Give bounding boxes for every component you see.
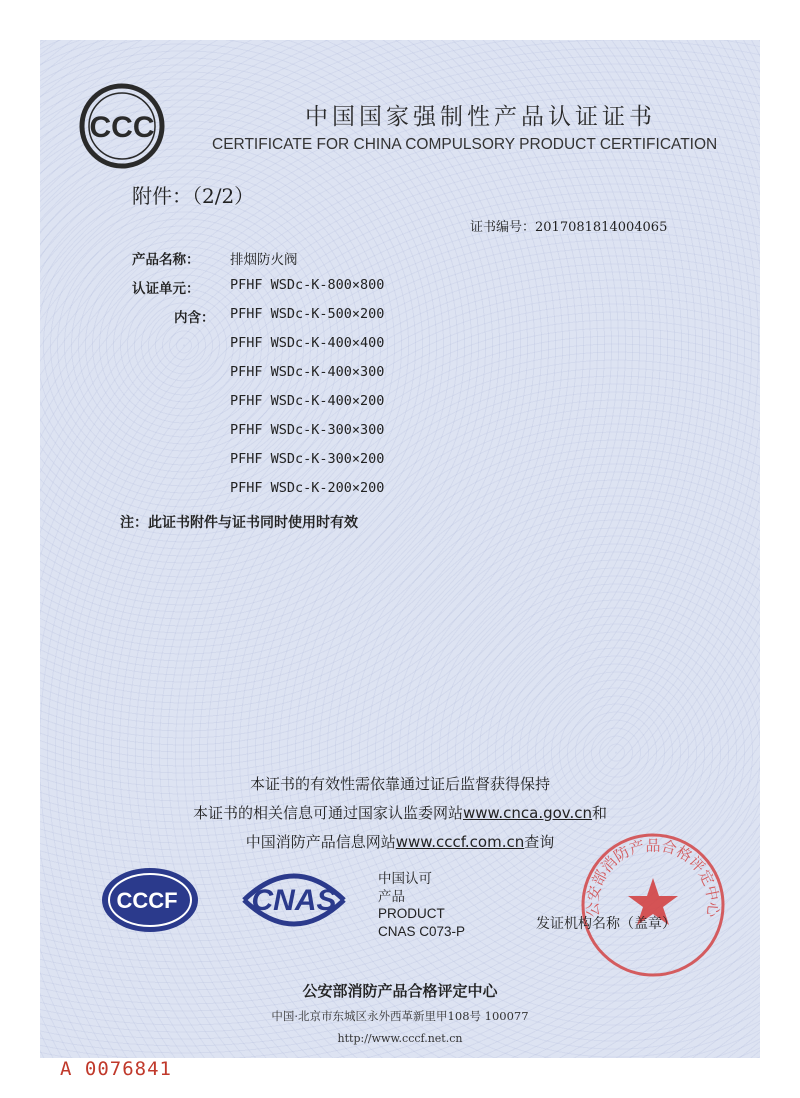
contains-item: PFHF WSDc-K-400×200 xyxy=(230,393,385,409)
cccf-logo-icon xyxy=(100,866,200,934)
validity-line-3-suffix: 查询 xyxy=(524,833,555,851)
cert-unit-value: PFHF WSDc-K-800×800 xyxy=(230,277,385,293)
issuer-label: 发证机构名称（盖章） xyxy=(536,916,676,932)
contains-item: PFHF WSDc-K-400×400 xyxy=(230,335,385,351)
organization-website[interactable]: http://www.cccf.net.cn xyxy=(337,1032,463,1045)
product-name-label: 产品名称： xyxy=(132,252,200,268)
contains-item: PFHF WSDc-K-200×200 xyxy=(230,480,385,496)
ccc-logo-text: CCC xyxy=(89,111,155,144)
validity-line-2 xyxy=(40,802,760,823)
product-name-value: 排烟防火阀 xyxy=(230,252,298,268)
organization-address: 中国·北京市东城区永外西革新里甲108号 100077 xyxy=(271,1009,529,1023)
accreditation-line: 中国认可 xyxy=(378,871,432,886)
validity-line-1: 本证书的有效性需依靠通过证后监督获得保持 xyxy=(249,775,550,793)
cccf-logo-text: CCCF xyxy=(116,888,178,913)
accreditation-text xyxy=(378,870,465,940)
contains-item: PFHF WSDc-K-300×200 xyxy=(230,451,385,467)
validity-note: 注：此证书附件与证书同时使用时有效 xyxy=(120,515,358,531)
contains-item: PFHF WSDc-K-400×300 xyxy=(230,364,385,380)
ccc-logo-icon xyxy=(78,82,166,170)
validity-line-3-prefix: 中国消防产品信息网站 xyxy=(245,833,396,851)
validity-line-2-suffix: 和 xyxy=(592,804,608,822)
accreditation-line: CNAS C073-P xyxy=(378,923,466,939)
certificate-title-cn: 中国国家强制性产品认证证书 xyxy=(305,104,656,130)
official-seal-icon xyxy=(578,830,728,980)
cnca-website-link[interactable]: www.cnca.gov.cn xyxy=(462,804,593,822)
cnas-logo-text: CNAS xyxy=(251,884,337,917)
certificate-title-en: CERTIFICATE FOR CHINA COMPULSORY PRODUCT CERTIFICATION xyxy=(212,136,718,153)
contains-item: PFHF WSDc-K-300×300 xyxy=(230,422,385,438)
certificate-number: 证书编号：2017081814004065 xyxy=(470,220,668,235)
contains-item: PFHF WSDc-K-500×200 xyxy=(230,306,385,322)
attachment-label: 附件：（2/2） xyxy=(132,184,255,208)
cnas-logo-icon xyxy=(234,860,354,940)
seal-text: 公安部消防产品合格评定中心 xyxy=(583,836,723,918)
certificate-sheet xyxy=(40,40,760,1058)
validity-line-2-prefix: 本证书的相关信息可通过国家认监委网站 xyxy=(192,804,463,822)
accreditation-line: 产品 xyxy=(378,888,405,904)
cccf-website-link[interactable]: www.cccf.com.cn xyxy=(395,833,525,851)
cert-unit-label: 认证单元： xyxy=(132,281,200,297)
accreditation-line: PRODUCT xyxy=(378,906,445,921)
organization-name: 公安部消防产品合格评定中心 xyxy=(302,982,498,1000)
contains-label: 内含： xyxy=(174,310,215,326)
serial-number: A 0076841 xyxy=(60,1058,172,1080)
